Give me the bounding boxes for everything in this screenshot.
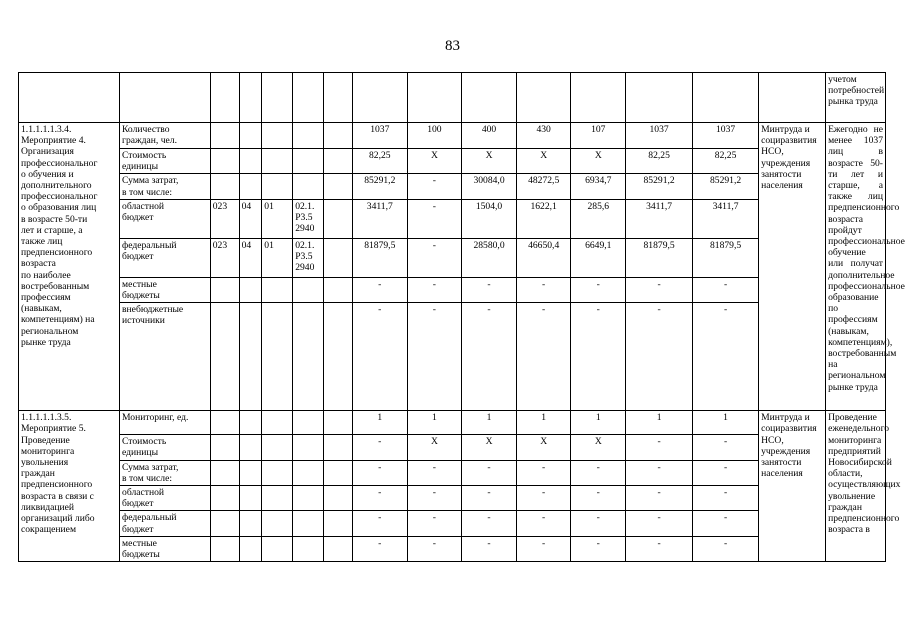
value-cell: X [407, 435, 462, 460]
value-cell: 3411,7 [352, 199, 407, 238]
value-cell: X [462, 435, 517, 460]
code-csr [293, 149, 324, 174]
code-pr [262, 411, 293, 435]
code-grbs: 023 [210, 199, 239, 238]
value-cell: - [352, 536, 407, 561]
value-cell: 1622,1 [516, 199, 571, 238]
indicator-label: Количество граждан, чел. [120, 123, 211, 149]
value-cell: 48272,5 [516, 174, 571, 199]
code-vr [324, 411, 353, 435]
indicator-label: местные бюджеты [120, 277, 211, 302]
code-csr [293, 277, 324, 302]
value-cell: 46650,4 [516, 238, 571, 277]
value-cell: - [407, 460, 462, 485]
code-rz: 04 [239, 238, 262, 277]
executor: Минтруда и социразвития НСО, учреждения занятости населения [759, 123, 826, 411]
code-vr [324, 536, 353, 561]
code-rz [239, 511, 262, 536]
code-rz [239, 460, 262, 485]
value-cell: - [693, 486, 759, 511]
measure-title: 1.1.1.1.1.3.4. Мероприятие 4. Организация профессиональног о обучения и дополнительного профессиональног о образования лиц в возрасте 50-ти лет и старше, а также лиц предпенсионного возраста по наиболее востребованным профессиям (навыкам, компетенциям) на региональном рынке труда [19, 123, 120, 411]
expected-result: Ежегодно не менее 1037 лиц в возрасте 50-ти лет и старше, а также лиц предпенсионного возраста пройдут профессиональное обучение или получат дополнительное профессиональное образование по профессиям (навыкам, компетенциям), востребованным на региональном рынке труда [826, 123, 886, 411]
value-cell: - [462, 486, 517, 511]
code-csr [293, 411, 324, 435]
value-cell: - [462, 460, 517, 485]
code-pr [262, 303, 293, 411]
value-cell: 430 [516, 123, 571, 149]
code-pr: 01 [262, 238, 293, 277]
value-cell: - [516, 277, 571, 302]
indicator-label: Сумма затрат, в том числе: [120, 460, 211, 485]
code-pr [262, 460, 293, 485]
header-continuation-row [19, 73, 886, 123]
page-number: 83 [445, 38, 460, 54]
code-csr [293, 303, 324, 411]
code-grbs [210, 277, 239, 302]
code-pr [262, 277, 293, 302]
code-vr [324, 149, 353, 174]
program-table [18, 72, 905, 562]
code-grbs: 023 [210, 238, 239, 277]
value-cell: 6649,1 [571, 238, 626, 277]
value-cell: - [626, 303, 693, 411]
value-cell: - [407, 511, 462, 536]
value-cell: 85291,2 [352, 174, 407, 199]
code-rz [239, 435, 262, 460]
table-row [19, 238, 886, 277]
value-cell: - [352, 486, 407, 511]
indicator-label: Стоимость единицы [120, 149, 211, 174]
code-csr [293, 174, 324, 199]
table-row [19, 411, 886, 435]
code-grbs [210, 174, 239, 199]
value-cell: - [352, 511, 407, 536]
header-note: учетом потребностей рынка труда [826, 73, 886, 123]
value-cell: - [571, 277, 626, 302]
table-row [19, 511, 886, 536]
value-cell: X [407, 149, 462, 174]
code-pr [262, 149, 293, 174]
value-cell: - [407, 199, 462, 238]
value-cell: - [571, 460, 626, 485]
value-cell: - [516, 303, 571, 411]
code-vr [324, 486, 353, 511]
value-cell: - [693, 536, 759, 561]
code-rz [239, 411, 262, 435]
value-cell: - [571, 303, 626, 411]
value-cell: 107 [571, 123, 626, 149]
code-grbs [210, 149, 239, 174]
value-cell: 1 [462, 411, 517, 435]
value-cell: 82,25 [352, 149, 407, 174]
value-cell: - [407, 486, 462, 511]
value-cell: - [516, 511, 571, 536]
value-cell: 30084,0 [462, 174, 517, 199]
code-rz [239, 123, 262, 149]
value-cell: - [571, 486, 626, 511]
value-cell: - [516, 486, 571, 511]
code-csr: 02.1. Р3.5 2940 [293, 199, 324, 238]
indicator-label: федеральный бюджет [120, 511, 211, 536]
table-row [19, 199, 886, 238]
table-row [19, 277, 886, 302]
value-cell: 1 [352, 411, 407, 435]
value-cell: 1504,0 [462, 199, 517, 238]
code-grbs [210, 511, 239, 536]
value-cell: - [352, 460, 407, 485]
value-cell: - [407, 303, 462, 411]
value-cell: - [693, 511, 759, 536]
value-cell: X [571, 435, 626, 460]
code-pr [262, 536, 293, 561]
value-cell: - [626, 486, 693, 511]
value-cell: 285,6 [571, 199, 626, 238]
code-grbs [210, 460, 239, 485]
indicator-label: внебюджетные источники [120, 303, 211, 411]
executor: Минтруда и социразвития НСО, учреждения занятости населения [759, 411, 826, 562]
value-cell: - [462, 277, 517, 302]
value-cell: 28580,0 [462, 238, 517, 277]
code-csr [293, 435, 324, 460]
value-cell: - [626, 511, 693, 536]
value-cell: - [462, 511, 517, 536]
value-cell: 85291,2 [693, 174, 759, 199]
code-grbs [210, 536, 239, 561]
value-cell: 85291,2 [626, 174, 693, 199]
table-row [19, 486, 886, 511]
value-cell: - [407, 174, 462, 199]
indicator-label: Мониторинг, ед. [120, 411, 211, 435]
value-cell: 82,25 [626, 149, 693, 174]
value-cell: 1037 [352, 123, 407, 149]
value-cell: X [516, 149, 571, 174]
value-cell: 1 [407, 411, 462, 435]
table-row [19, 536, 886, 561]
code-grbs [210, 486, 239, 511]
code-rz [239, 149, 262, 174]
value-cell: 1 [626, 411, 693, 435]
indicator-label: Сумма затрат, в том числе: [120, 174, 211, 199]
indicator-label: Стоимость единицы [120, 435, 211, 460]
code-rz: 04 [239, 199, 262, 238]
code-grbs [210, 123, 239, 149]
value-cell: 1037 [693, 123, 759, 149]
code-vr [324, 511, 353, 536]
code-pr [262, 486, 293, 511]
table-row [19, 149, 886, 174]
code-grbs [210, 435, 239, 460]
value-cell: 1 [693, 411, 759, 435]
value-cell: 81879,5 [626, 238, 693, 277]
value-cell: - [407, 277, 462, 302]
indicator-label: федеральный бюджет [120, 238, 211, 277]
code-grbs [210, 303, 239, 411]
indicator-label: областной бюджет [120, 486, 211, 511]
indicator-label: областной бюджет [120, 199, 211, 238]
value-cell: - [626, 435, 693, 460]
code-csr: 02.1. Р3.5 2940 [293, 238, 324, 277]
code-csr [293, 486, 324, 511]
value-cell: - [516, 536, 571, 561]
value-cell: - [693, 460, 759, 485]
value-cell: - [626, 277, 693, 302]
expected-result: Проведение еженедельного мониторинга предприятий Новосибирской области, осуществляющих увольнение граждан предпенсионного возраста в [826, 411, 886, 562]
value-cell: - [352, 435, 407, 460]
value-cell: 81879,5 [352, 238, 407, 277]
value-cell: - [626, 536, 693, 561]
value-cell: 1 [571, 411, 626, 435]
value-cell: 81879,5 [693, 238, 759, 277]
code-rz [239, 277, 262, 302]
value-cell: 82,25 [693, 149, 759, 174]
code-vr [324, 123, 353, 149]
code-vr [324, 238, 353, 277]
code-grbs [210, 411, 239, 435]
value-cell: 100 [407, 123, 462, 149]
code-rz [239, 486, 262, 511]
table-row [19, 174, 886, 199]
value-cell: X [516, 435, 571, 460]
value-cell: 3411,7 [626, 199, 693, 238]
code-vr [324, 277, 353, 302]
indicator-label: местные бюджеты [120, 536, 211, 561]
value-cell: - [407, 238, 462, 277]
value-cell: 1037 [626, 123, 693, 149]
code-pr [262, 174, 293, 199]
code-vr [324, 199, 353, 238]
code-rz [239, 303, 262, 411]
value-cell: - [352, 303, 407, 411]
value-cell: - [571, 536, 626, 561]
value-cell: - [571, 511, 626, 536]
value-cell: X [571, 149, 626, 174]
code-vr [324, 303, 353, 411]
value-cell: 3411,7 [693, 199, 759, 238]
table-row [19, 460, 886, 485]
code-rz [239, 536, 262, 561]
value-cell: 1 [516, 411, 571, 435]
value-cell: 6934,7 [571, 174, 626, 199]
measure-title: 1.1.1.1.1.3.5. Мероприятие 5. Проведение мониторинга увольнения граждан предпенсионного возраста в связи с ликвидацией организаций либо сокращением [19, 411, 120, 562]
code-pr [262, 435, 293, 460]
code-pr [262, 123, 293, 149]
table-row [19, 123, 886, 149]
table-row [19, 435, 886, 460]
value-cell: - [462, 303, 517, 411]
value-cell: - [626, 460, 693, 485]
code-vr [324, 435, 353, 460]
code-csr [293, 460, 324, 485]
code-vr [324, 174, 353, 199]
code-csr [293, 511, 324, 536]
code-rz [239, 174, 262, 199]
code-pr: 01 [262, 199, 293, 238]
code-pr [262, 511, 293, 536]
code-csr [293, 123, 324, 149]
table-row [19, 303, 886, 411]
value-cell: - [352, 277, 407, 302]
value-cell: - [693, 277, 759, 302]
value-cell: - [462, 536, 517, 561]
value-cell: X [462, 149, 517, 174]
value-cell: 400 [462, 123, 517, 149]
value-cell: - [693, 303, 759, 411]
value-cell: - [693, 435, 759, 460]
value-cell: - [516, 460, 571, 485]
code-vr [324, 460, 353, 485]
code-csr [293, 536, 324, 561]
value-cell: - [407, 536, 462, 561]
